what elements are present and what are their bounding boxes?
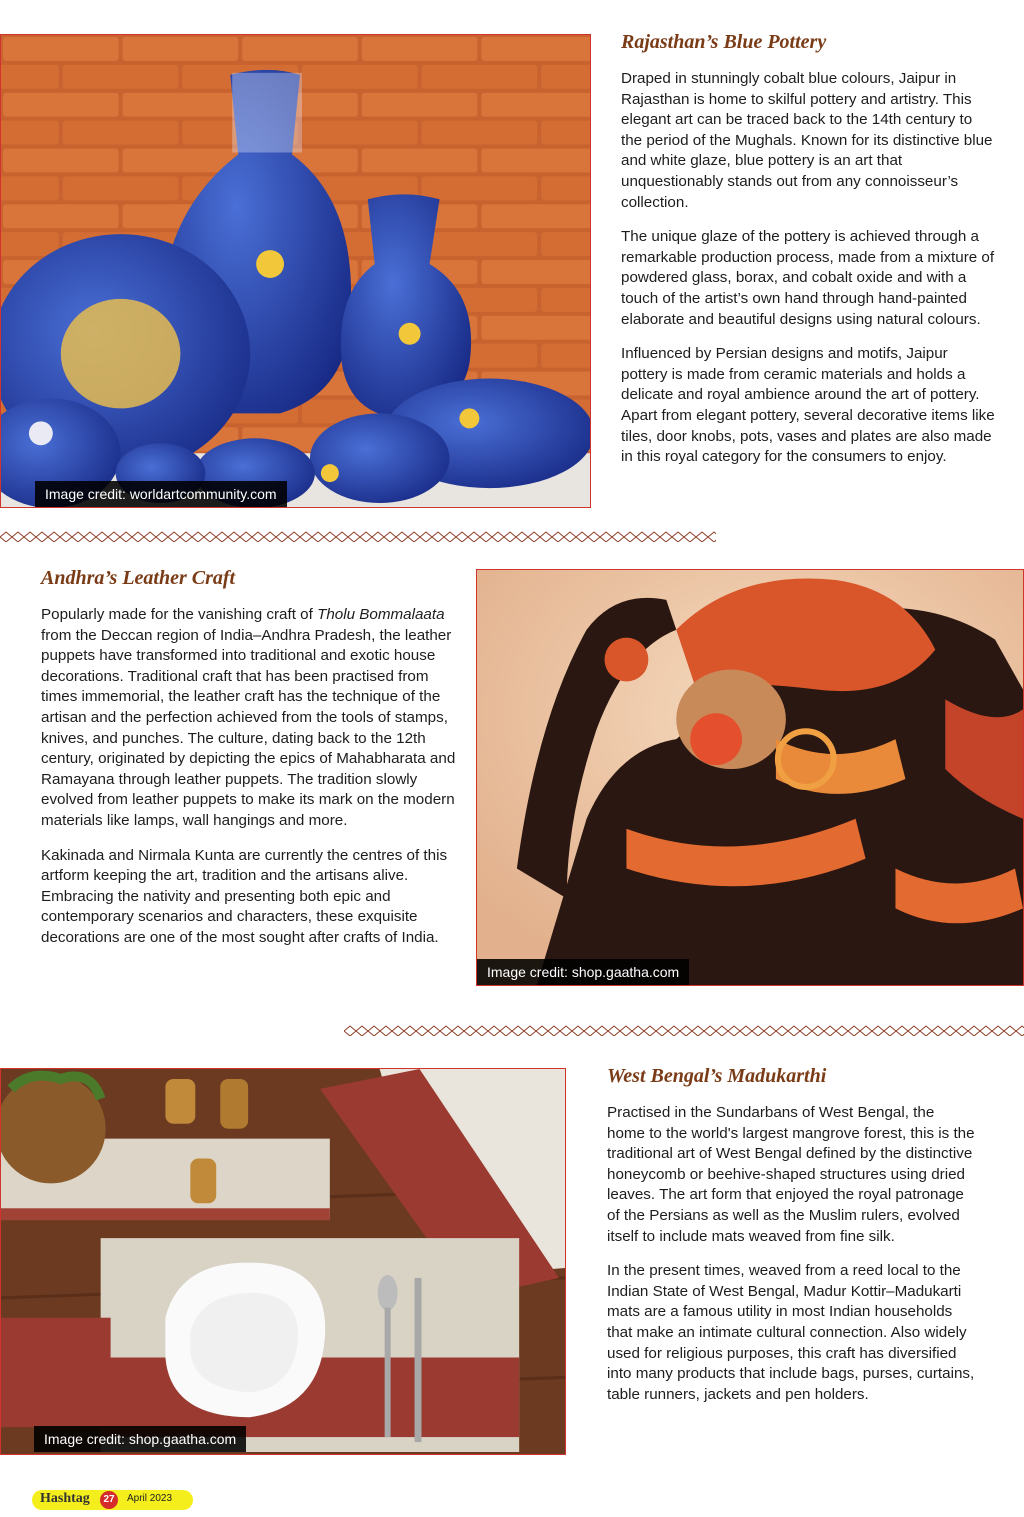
image-credit-pottery: Image credit: worldartcommunity.com xyxy=(35,481,287,507)
section-divider xyxy=(0,530,716,542)
paragraph: Influenced by Persian designs and motifs, Jaipur pottery is made from ceramic materials and holds a delicate and royal ambience around the art of pottery. Apart from elegant pottery, several decorative items like tiles, door knobs, pots, vases and plates are also made in this royal category for the consumers to enjoy. xyxy=(621,345,995,466)
image-credit-madukarthi: Image credit: shop.gaatha.com xyxy=(34,1426,246,1452)
brand-logo: Hashtag xyxy=(40,1491,90,1506)
image-credit-leather: Image credit: shop.gaatha.com xyxy=(477,959,689,985)
page-footer xyxy=(32,1490,193,1510)
section-title-madukarthi: West Bengal’s Madukarthi xyxy=(607,1065,827,1087)
section-divider xyxy=(344,1024,1024,1036)
leather-craft-text xyxy=(41,605,459,963)
paragraph: Kakinada and Nirmala Kunta are currently the centres of this artform keeping the art, tradition and the artisans alive. Embracing the nativity and presenting both epic and contemporary scenarios and characters, these exquisite decorations are one of the most sought after crafts of India. xyxy=(41,846,448,946)
page-number-badge: 27 xyxy=(100,1491,118,1509)
leather-puppet-photo xyxy=(476,569,1024,986)
paragraph: Popularly made for the vanishing craft of Tholu Bommalaata from the Deccan region of India–Andhra Pradesh, the leather puppets have transformed into traditional and exotic house decorations. Traditional craft that has been practised from times immemorial, the leather craft has the technique of the artisan and the perfection achieved from the tools of stamps, knives, and punches. The culture, dating back to the 12th century, originated by depicting the epics of Mahabharata and Ramayana through leather puppets. The tradition slowly evolved from leather puppets to make its mark on the modern materials like lamps, wall hangings and more. xyxy=(41,606,456,829)
paragraph: Draped in stunningly cobalt blue colours, Jaipur in Rajasthan is home to skilful pottery and artistry. This elegant art can be traced back to the 14th century to the period of the Mughals. Known for its distinctive blue and white glaze, blue pottery is an art that unquestionably stands out from any connoisseur’s collection. xyxy=(621,70,993,211)
madukarthi-mats-photo xyxy=(0,1068,566,1455)
issue-date: April 2023 xyxy=(127,1493,173,1504)
blue-pottery-text xyxy=(621,69,996,482)
blue-pottery-photo xyxy=(0,34,591,508)
madukarthi-text xyxy=(607,1103,975,1419)
paragraph: In the present times, weaved from a reed local to the Indian State of West Bengal, Madur Kottir–Madukarti mats are a famous utility in most Indian households that make an intimate cultural connection. Also widely used for religious purposes, this craft has diversified into many products that include bags, purses, curtains, table runners, jackets and pen holders. xyxy=(607,1262,975,1403)
section-title-blue-pottery: Rajasthan’s Blue Pottery xyxy=(621,31,827,53)
section-title-leather-craft: Andhra’s Leather Craft xyxy=(41,567,236,589)
paragraph: The unique glaze of the pottery is achieved through a remarkable production process, made from a mixture of powdered glass, borax, and cobalt oxide and with a touch of the artist’s own hand through hand-painted elaborate and beautiful designs using natural colours. xyxy=(621,228,995,328)
paragraph: Practised in the Sundarbans of West Bengal, the home to the world's largest mangrove forest, this is the traditional art of West Bengal defined by the distinctive honeycomb or beehive-shaped structures using dried leaves. The art form that enjoyed the royal patronage of the Persians as well as the Muslim rulers, evolved itself to include mats weaved from fine silk. xyxy=(607,1104,975,1245)
